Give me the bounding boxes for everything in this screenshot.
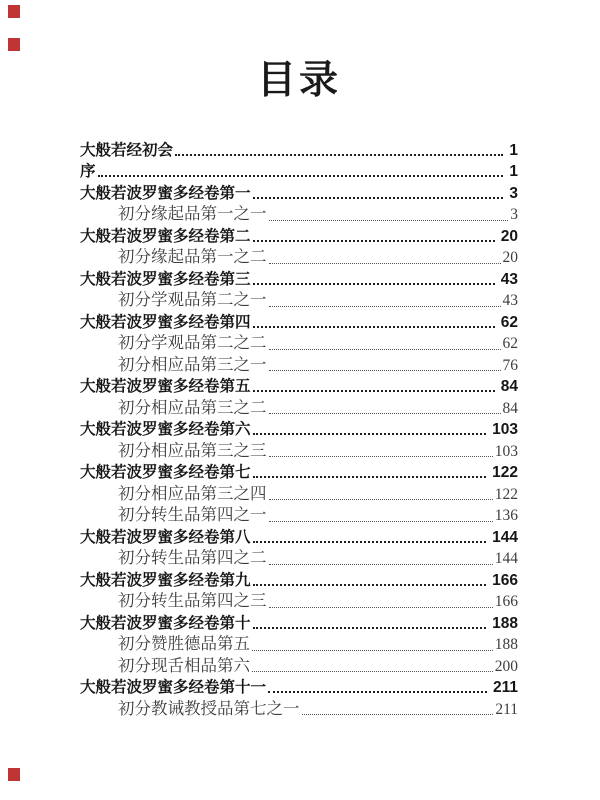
toc-entry-page-number: 144 bbox=[492, 528, 518, 546]
dotted-leader bbox=[253, 390, 495, 392]
toc-entry-label: 大般若经初会 bbox=[80, 141, 174, 159]
toc-entry-page-number: 20 bbox=[500, 227, 518, 245]
dotted-leader bbox=[269, 263, 501, 264]
toc-entry-page-number: 103 bbox=[492, 421, 518, 438]
toc-entry-page-number: 43 bbox=[500, 270, 518, 288]
toc-entry-label: 大般若波罗蜜多经卷第一 bbox=[80, 184, 251, 202]
dotted-leader bbox=[269, 607, 493, 608]
toc-entry-page-number: 188 bbox=[494, 636, 518, 653]
red-marker-icon bbox=[8, 768, 20, 781]
toc-entry-label: 初分转生品第四之一 bbox=[118, 505, 267, 524]
toc-list bbox=[80, 138, 518, 719]
toc-entry-label: 初分缘起品第一之一 bbox=[118, 204, 267, 223]
dotted-leader bbox=[253, 476, 487, 478]
toc-entry-label: 初分相应品第三之四 bbox=[118, 483, 267, 503]
toc-entry-label: 大般若波罗蜜多经卷第二 bbox=[80, 227, 251, 245]
toc-entry-page-number: 62 bbox=[502, 335, 518, 352]
dotted-leader bbox=[175, 154, 503, 156]
red-marker-icon bbox=[8, 38, 20, 51]
dotted-leader bbox=[98, 175, 504, 177]
toc-entry-label: 初分教诫教授品第七之一 bbox=[118, 698, 300, 718]
toc-entry-label: 大般若波罗蜜多经卷第六 bbox=[80, 421, 251, 438]
toc-entry[interactable] bbox=[80, 160, 518, 182]
toc-entry[interactable] bbox=[80, 654, 518, 676]
dotted-leader bbox=[269, 564, 493, 565]
toc-entry-label: 初分学观品第二之二 bbox=[118, 333, 267, 352]
dotted-leader bbox=[269, 349, 501, 350]
toc-entry-page-number: 122 bbox=[492, 464, 518, 481]
toc-entry-label: 初分相应品第三之三 bbox=[118, 440, 267, 460]
dotted-leader bbox=[269, 499, 493, 500]
toc-entry[interactable] bbox=[80, 353, 518, 375]
toc-entry[interactable] bbox=[80, 590, 518, 612]
toc-entry-page-number: 3 bbox=[510, 206, 518, 223]
toc-entry-label: 初分相应品第三之二 bbox=[118, 397, 267, 417]
toc-entry-page-number: 84 bbox=[502, 399, 518, 417]
dotted-leader bbox=[253, 627, 487, 629]
toc-entry-page-number: 211 bbox=[495, 700, 518, 718]
toc-entry-page-number: 1 bbox=[509, 141, 518, 159]
toc-entry-page-number: 188 bbox=[492, 614, 518, 632]
dotted-leader bbox=[269, 306, 501, 307]
toc-entry-page-number: 84 bbox=[500, 378, 518, 395]
toc-entry-page-number: 103 bbox=[494, 442, 518, 460]
dotted-leader bbox=[253, 433, 487, 435]
toc-entry-page-number: 122 bbox=[494, 485, 518, 503]
toc-entry-page-number: 62 bbox=[500, 313, 518, 331]
toc-entry-page-number: 144 bbox=[494, 550, 518, 567]
toc-entry-label: 大般若波罗蜜多经卷第十 bbox=[80, 614, 251, 632]
toc-entry-label: 大般若波罗蜜多经卷第八 bbox=[80, 528, 251, 546]
toc-entry[interactable] bbox=[80, 504, 518, 526]
dotted-leader bbox=[253, 283, 495, 285]
dotted-leader bbox=[253, 240, 495, 242]
toc-entry-page-number: 136 bbox=[494, 507, 518, 524]
toc-entry-label: 初分转生品第四之二 bbox=[118, 548, 267, 567]
toc-entry-page-number: 43 bbox=[502, 292, 518, 309]
toc-entry-label: 大般若波罗蜜多经卷第九 bbox=[80, 571, 251, 589]
toc-entry-page-number: 1 bbox=[509, 163, 518, 180]
dotted-leader bbox=[302, 714, 494, 715]
toc-entry[interactable] bbox=[80, 439, 518, 461]
dotted-leader bbox=[252, 650, 493, 651]
toc-entry[interactable] bbox=[80, 138, 518, 160]
dotted-leader bbox=[268, 691, 487, 693]
toc-entry-label: 初分学观品第二之一 bbox=[118, 290, 267, 309]
toc-entry[interactable] bbox=[80, 203, 518, 225]
toc-entry-page-number: 76 bbox=[502, 356, 518, 374]
toc-entry-label: 初分缘起品第一之二 bbox=[118, 247, 267, 266]
dotted-leader bbox=[269, 220, 509, 221]
dotted-leader bbox=[253, 197, 504, 199]
toc-entry-label: 大般若波罗蜜多经卷第七 bbox=[80, 464, 251, 481]
toc-entry[interactable] bbox=[80, 547, 518, 569]
toc-entry[interactable] bbox=[80, 289, 518, 311]
toc-entry-label: 大般若波罗蜜多经卷第三 bbox=[80, 270, 251, 288]
toc-entry-label: 大般若波罗蜜多经卷第五 bbox=[80, 378, 251, 395]
toc-entry[interactable] bbox=[80, 396, 518, 418]
page-title: 目录 bbox=[256, 59, 341, 102]
toc-entry-label: 初分相应品第三之一 bbox=[118, 354, 267, 374]
dotted-leader bbox=[252, 671, 493, 672]
toc-entry-label: 大般若波罗蜜多经卷第十一 bbox=[80, 679, 267, 696]
toc-entry-label: 初分赞胜德品第五 bbox=[118, 634, 250, 653]
red-marker-icon bbox=[8, 5, 20, 18]
dotted-leader bbox=[253, 541, 487, 543]
toc-entry-page-number: 3 bbox=[509, 184, 518, 202]
toc-entry[interactable] bbox=[80, 246, 518, 268]
toc-entry-page-number: 20 bbox=[502, 249, 518, 266]
toc-entry-label: 大般若波罗蜜多经卷第四 bbox=[80, 313, 251, 331]
toc-entry-page-number: 166 bbox=[492, 571, 518, 589]
toc-entry[interactable] bbox=[80, 697, 518, 719]
dotted-leader bbox=[269, 370, 501, 371]
toc-entry-page-number: 166 bbox=[494, 593, 518, 610]
toc-entry-label: 初分现舌相品第六 bbox=[118, 655, 250, 675]
toc-entry-label: 初分转生品第四之三 bbox=[118, 591, 267, 610]
dotted-leader bbox=[269, 456, 493, 457]
toc-entry-page-number: 200 bbox=[494, 657, 518, 675]
dotted-leader bbox=[253, 584, 487, 586]
dotted-leader bbox=[269, 521, 493, 522]
toc-entry-page-number: 211 bbox=[492, 679, 518, 696]
dotted-leader bbox=[253, 326, 495, 328]
dotted-leader bbox=[269, 413, 501, 414]
toc-entry-label: 序 bbox=[80, 163, 96, 180]
